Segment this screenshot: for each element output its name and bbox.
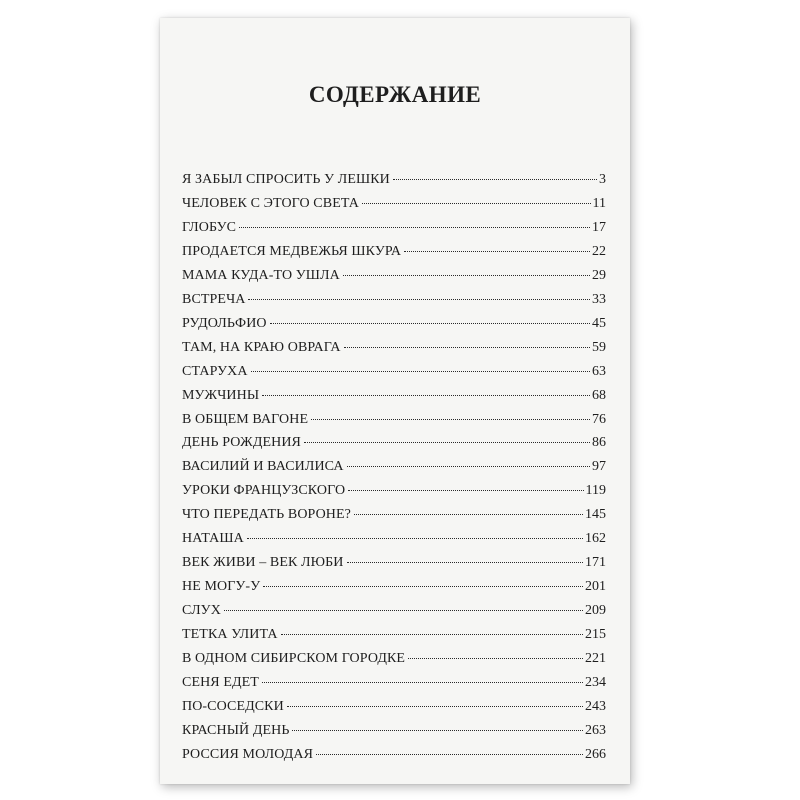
toc-entry-page-number: 63 (592, 363, 606, 379)
toc-entry-title: УРОКИ ФРАНЦУЗСКОГО (182, 483, 346, 499)
toc-entry (182, 412, 606, 436)
dot-leader (354, 514, 583, 515)
toc-entry-title: ТЕТКА УЛИТА (182, 627, 278, 643)
toc-entry-title: В ОБЩЕМ ВАГОНЕ (182, 411, 309, 427)
toc-entry (182, 627, 606, 651)
dot-leader (362, 203, 591, 204)
dot-leader (304, 442, 590, 443)
toc-entry-page-number: 29 (592, 267, 606, 283)
toc-entry-title: ЧТО ПЕРЕДАТЬ ВОРОНЕ? (182, 507, 351, 523)
toc-entry-page-number: 201 (585, 579, 606, 595)
dot-leader (287, 706, 583, 707)
toc-entry (182, 435, 606, 459)
toc-entry-title: СЕНЯ ЕДЕТ (182, 675, 259, 691)
toc-entry-page-number: 234 (585, 675, 606, 691)
toc-entry-title: КРАСНЫЙ ДЕНЬ (182, 722, 290, 738)
toc-entry-page-number: 86 (592, 435, 606, 451)
toc-entry-page-number: 17 (592, 219, 606, 235)
dot-leader (344, 347, 590, 348)
toc-entry-page-number: 215 (585, 627, 606, 643)
toc-entry (182, 459, 606, 483)
dot-leader (348, 490, 583, 491)
dot-leader (239, 227, 590, 228)
toc-entry-title: НАТАША (182, 531, 244, 547)
toc-entry-page-number: 76 (592, 411, 606, 427)
toc-entry (182, 651, 606, 675)
toc-entry-page-number: 97 (592, 459, 606, 475)
dot-leader (281, 634, 583, 635)
toc-entry-page-number: 3 (599, 172, 606, 187)
toc-entry (182, 723, 606, 747)
toc-entry (182, 531, 606, 555)
dot-leader (311, 419, 590, 420)
toc-entry-page-number: 209 (585, 603, 606, 619)
toc-entry-title: НЕ МОГУ-У (182, 579, 261, 595)
toc-entry-page-number: 145 (585, 507, 606, 523)
dot-leader (262, 682, 583, 683)
toc-entry (182, 555, 606, 579)
toc-entry-title: МАМА КУДА-ТО УШЛА (182, 267, 340, 283)
toc-entry (182, 364, 606, 388)
toc-entry-title: ТАМ, НА КРАЮ ОВРАГА (182, 339, 341, 355)
toc-entry-title: СЛУХ (182, 603, 221, 619)
toc-entry (182, 244, 606, 268)
toc-entry-page-number: 11 (592, 195, 606, 211)
toc-entry (182, 340, 606, 364)
dot-leader (343, 275, 590, 276)
toc-entry (182, 172, 606, 196)
toc-entry-page-number: 22 (592, 243, 606, 259)
dot-leader (316, 754, 583, 755)
toc-entry-title: ГЛОБУС (182, 219, 237, 235)
toc-entry (182, 292, 606, 316)
toc-entry-page-number: 59 (592, 339, 606, 355)
toc-entry-title: РОССИЯ МОЛОДАЯ (182, 746, 314, 762)
toc-entry-page-number: 221 (585, 651, 606, 667)
toc-entry (182, 268, 606, 292)
toc-entry-page-number: 119 (585, 483, 606, 499)
dot-leader (292, 730, 583, 731)
toc-entry-page-number: 266 (585, 746, 606, 762)
dot-leader (393, 179, 597, 180)
toc-entry-title: СТАРУХА (182, 363, 248, 379)
toc-entry-page-number: 243 (585, 698, 606, 714)
dot-leader (270, 323, 590, 324)
toc-entry-title: ВСТРЕЧА (182, 291, 246, 307)
toc-entry (182, 603, 606, 627)
toc-entry-title: ВЕК ЖИВИ – ВЕК ЛЮБИ (182, 555, 344, 571)
toc-entry-title: ВАСИЛИЙ И ВАСИЛИСА (182, 459, 344, 475)
dot-leader (404, 251, 590, 252)
contents-heading: СОДЕРЖАНИЕ (308, 82, 482, 107)
toc-entry (182, 316, 606, 340)
toc-entry (182, 579, 606, 603)
dot-leader (347, 466, 590, 467)
toc-entry-page-number: 171 (585, 555, 606, 571)
dot-leader (347, 562, 584, 563)
toc-entry (182, 675, 606, 699)
toc-entry-title: Я ЗАБЫЛ СПРОСИТЬ У ЛЕШКИ (182, 172, 390, 187)
dot-leader (247, 538, 583, 539)
toc-entry-title: ДЕНЬ РОЖДЕНИЯ (182, 435, 301, 451)
toc-entry-title: ПРОДАЕТСЯ МЕДВЕЖЬЯ ШКУРА (182, 243, 402, 259)
book-page (160, 18, 630, 784)
dot-leader (251, 371, 590, 372)
dot-leader (408, 658, 583, 659)
dot-leader (224, 610, 583, 611)
dot-leader (248, 299, 590, 300)
toc-entry-page-number: 162 (585, 531, 606, 547)
toc-entry (182, 388, 606, 412)
toc-entry-page-number: 33 (592, 291, 606, 307)
toc-entry-page-number: 263 (585, 722, 606, 738)
toc-entry-title: В ОДНОМ СИБИРСКОМ ГОРОДКЕ (182, 651, 406, 667)
toc-entry (182, 507, 606, 531)
toc-entry-title: ЧЕЛОВЕК С ЭТОГО СВЕТА (182, 195, 360, 211)
toc-entry-page-number: 45 (592, 315, 606, 331)
toc-entry-title: ПО-СОСЕДСКИ (182, 698, 284, 714)
toc-entry (182, 699, 606, 723)
toc-entry (182, 483, 606, 507)
toc-entry-page-number: 68 (592, 387, 606, 403)
toc-entry (182, 220, 606, 244)
dot-leader (262, 395, 590, 396)
toc-entry (182, 196, 606, 220)
dot-leader (263, 586, 583, 587)
toc-entry-title: МУЖЧИНЫ (182, 387, 260, 403)
toc-entry (182, 747, 606, 771)
table-of-contents (182, 172, 606, 771)
toc-entry-title: РУДОЛЬФИО (182, 315, 267, 331)
